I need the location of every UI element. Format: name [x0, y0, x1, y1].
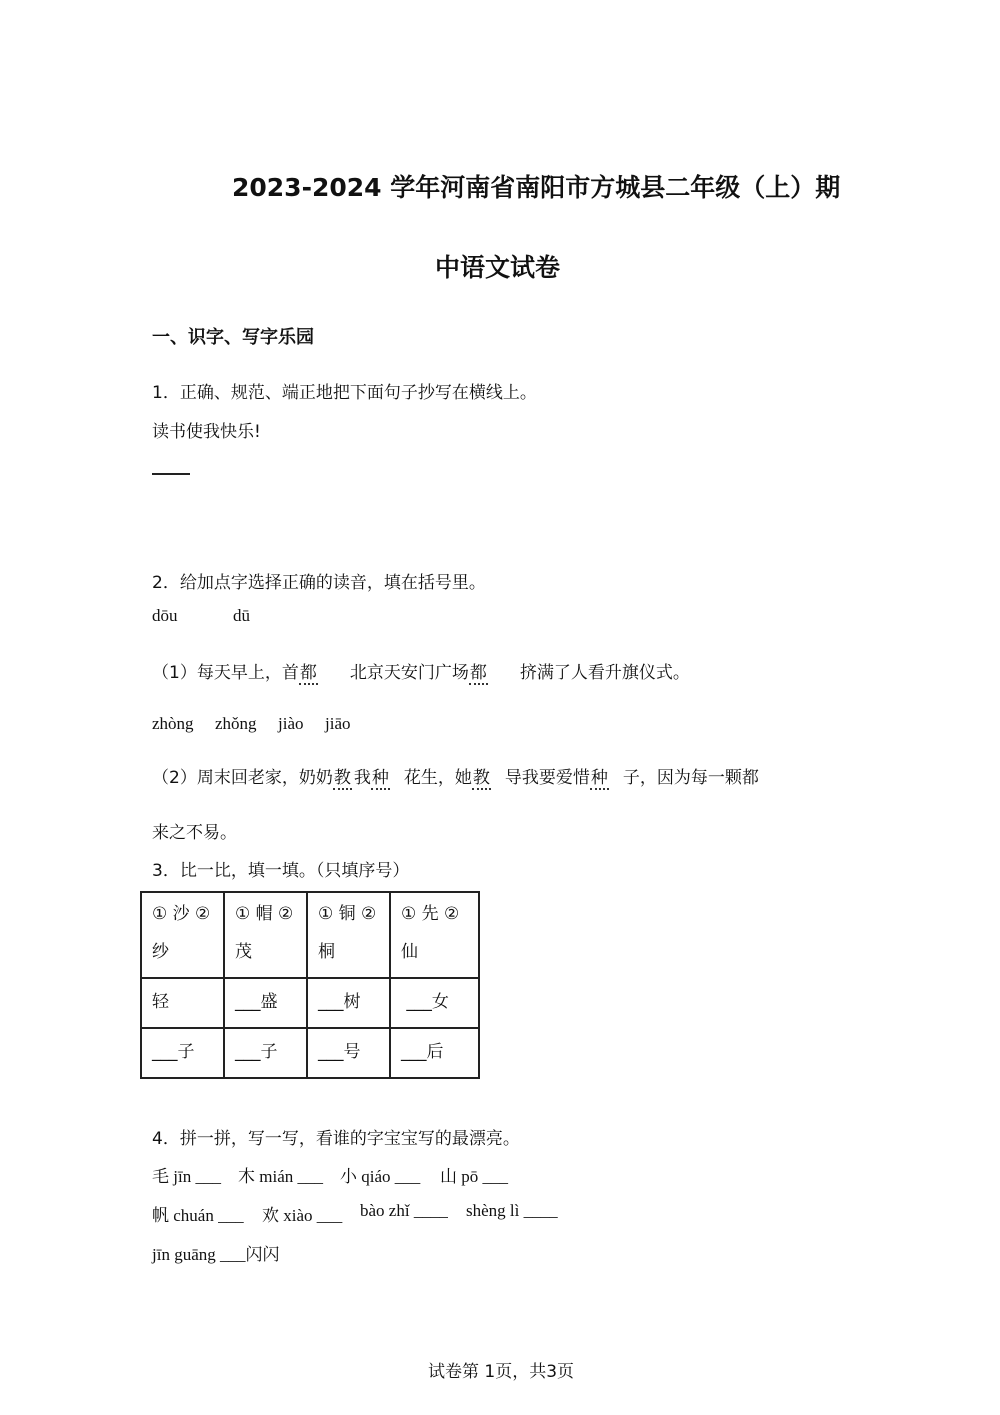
sentence-text: 花生，她 — [403, 768, 472, 788]
table-cell[interactable]: ___号 — [307, 1028, 390, 1078]
question-2-sentence-1 — [152, 658, 690, 685]
dotted-character: 教 — [333, 768, 351, 788]
sentence-text: 挤满了人看升旗仪式。 — [519, 663, 690, 683]
page-footer: 试卷第 1页，共3页 — [428, 1362, 575, 1382]
section-heading: 一、识字、写字乐园 — [152, 327, 314, 348]
table-row — [141, 892, 479, 978]
title-line-1: 2023-2024 学年河南省南阳市方城县二年级（上）期 — [232, 173, 841, 202]
sentence-text: 导我要爱惜 — [504, 768, 590, 788]
pinyin-option: dōu — [152, 606, 178, 625]
table-cell: ① 帽 ② 茂 — [224, 892, 307, 978]
table-cell: ① 先 ② 仙 — [390, 892, 479, 978]
dotted-character: 教 — [472, 768, 490, 788]
pinyin-item[interactable]: bào zhǐ ____ — [360, 1201, 448, 1220]
question-2-sentence-2-continued: 来之不易。 — [152, 823, 237, 843]
sentence-text: （2）周末回老家，奶奶 — [152, 768, 333, 788]
table-cell[interactable]: ___盛 — [224, 978, 307, 1028]
question-2-sentence-2 — [152, 763, 759, 790]
pinyin-item[interactable]: 木 mián ___ — [238, 1167, 323, 1186]
sentence-text: 北京天安门广场 — [349, 663, 469, 683]
dotted-character: 都 — [299, 663, 317, 683]
sentence-text: （1）每天早上，首 — [152, 663, 299, 683]
sentence-text: 我 — [353, 768, 371, 788]
sentence-text: 子，因为每一颗都 — [622, 768, 759, 788]
question-3-prompt: 3．比一比，填一填。（只填序号） — [152, 861, 410, 881]
pinyin-option: zhòng — [152, 714, 194, 733]
pinyin-option: jiào — [278, 714, 304, 733]
table-cell[interactable]: ___后 — [390, 1028, 479, 1078]
dotted-character: 都 — [469, 663, 487, 683]
table-cell[interactable]: ___女 — [390, 978, 479, 1028]
question-1-sentence: 读书使我快乐! — [152, 422, 261, 442]
table-cell[interactable]: ___子 — [224, 1028, 307, 1078]
pinyin-item[interactable]: 帆 chuán ___ — [152, 1206, 244, 1225]
table-cell[interactable]: ___子 — [141, 1028, 224, 1078]
table-cell[interactable]: 轻 — [141, 978, 224, 1028]
pinyin-option: jiāo — [325, 714, 351, 733]
pinyin-item[interactable]: 山 pō ___ — [440, 1167, 508, 1186]
compare-table — [140, 891, 480, 1079]
answer-line[interactable] — [152, 473, 190, 475]
question-1-prompt: 1．正确、规范、端正地把下面句子抄写在横线上。 — [152, 383, 537, 403]
table-cell[interactable]: ___树 — [307, 978, 390, 1028]
dotted-character: 种 — [590, 768, 608, 788]
table-row — [141, 1028, 479, 1078]
table-cell: ① 铜 ② 桐 — [307, 892, 390, 978]
pinyin-item[interactable]: jīn guāng ___闪闪 — [152, 1245, 280, 1264]
table-row — [141, 978, 479, 1028]
table-cell: ① 沙 ② 纱 — [141, 892, 224, 978]
question-4-prompt: 4．拼一拼，写一写，看谁的字宝宝写的最漂亮。 — [152, 1129, 520, 1149]
pinyin-item[interactable]: shèng lì ____ — [466, 1201, 558, 1220]
title-line-2: 中语文试卷 — [435, 253, 561, 282]
pinyin-item[interactable]: 小 qiáo ___ — [340, 1167, 421, 1186]
pinyin-option: zhǒng — [215, 714, 257, 733]
dotted-character: 种 — [371, 768, 389, 788]
pinyin-item[interactable]: 欢 xiào ___ — [262, 1206, 343, 1225]
pinyin-item[interactable]: 毛 jīn ___ — [152, 1167, 221, 1186]
pinyin-option: dū — [233, 606, 250, 625]
question-2-prompt: 2．给加点字选择正确的读音，填在括号里。 — [152, 573, 486, 593]
